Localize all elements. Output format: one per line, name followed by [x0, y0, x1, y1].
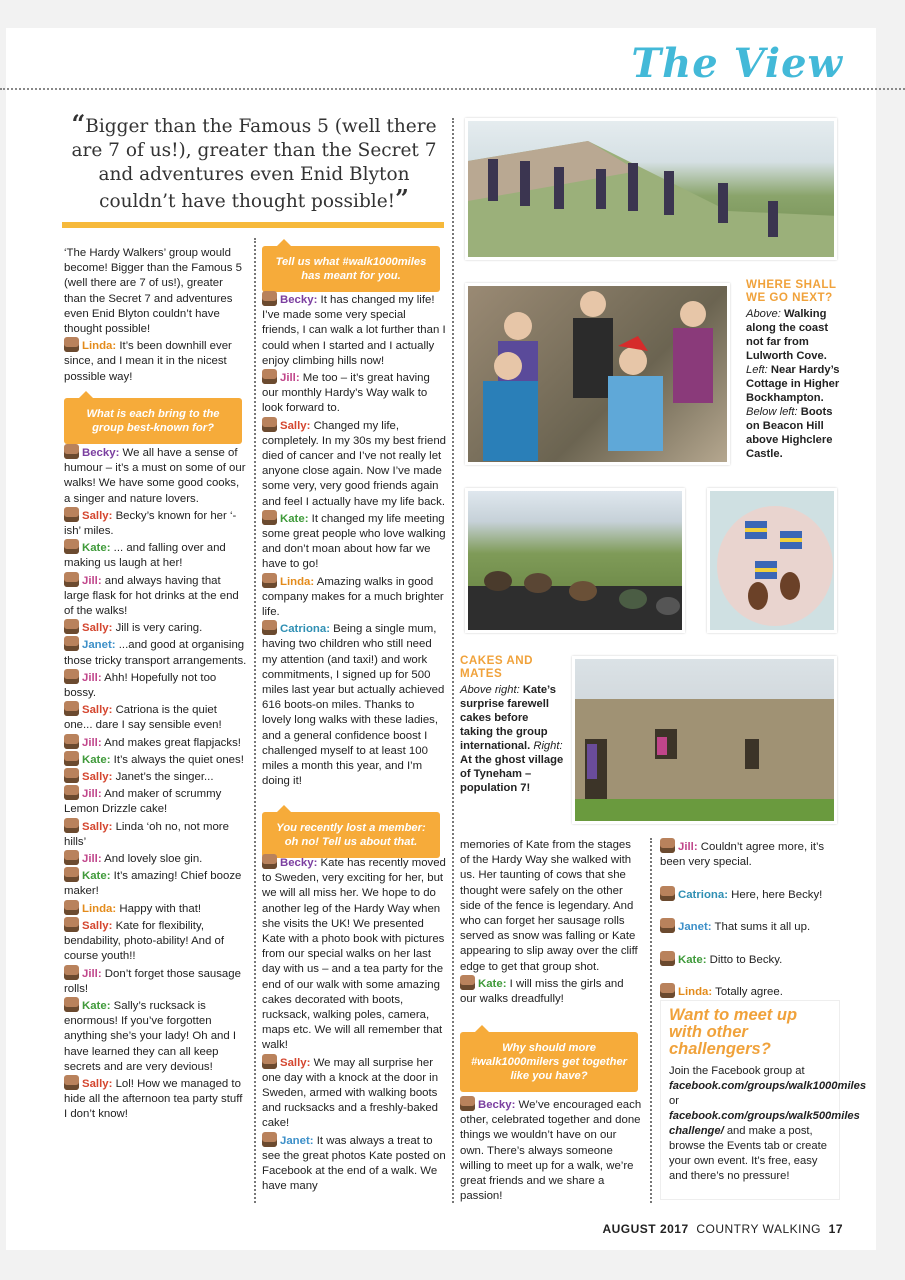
dialogue-text: Kate for flexibility, bendability, photo-ability! And of course youth!!	[64, 919, 224, 963]
avatar	[262, 417, 277, 432]
dialogue-line	[660, 983, 842, 1000]
dialogue-text: I will miss the girls and our walks dreadfully!	[460, 977, 624, 1006]
issue-date: AUGUST 2017	[602, 1222, 689, 1236]
speaker-name: Kate:	[82, 999, 111, 1012]
dialogue-line	[64, 734, 248, 751]
speaker-name: Sally:	[82, 509, 113, 522]
dialogue-line	[262, 854, 446, 1054]
dialogue-text: It’s amazing! Chief booze maker!	[64, 870, 242, 898]
speaker-name: Jill:	[280, 372, 300, 385]
dialogue-text: Jill is very caring.	[115, 622, 203, 635]
cta-intro: Join the Facebook group at	[669, 1065, 805, 1077]
dialogue-text: Totally agree.	[715, 986, 783, 999]
dialogue-line	[460, 1096, 642, 1204]
avatar	[64, 507, 79, 522]
cta-outro: and make a post, browse the Events tab or create your own event. It’s free, easy and there’s no pressure!	[669, 1125, 827, 1182]
column-3	[460, 838, 642, 1007]
speaker-name: Sally:	[280, 1056, 311, 1069]
avatar	[660, 838, 675, 853]
cakes-illustration	[710, 491, 837, 633]
call-to-action-box	[660, 1000, 867, 1200]
page-number: 17	[828, 1222, 843, 1236]
dialogue-line	[64, 701, 248, 733]
dialogue-text: Sally’s rucksack is enormous! If you’ve forgotten anything she’s your lady! Oh and I have learned they can all keep secrets and are very devious!	[64, 999, 237, 1073]
caption-label: Below left:	[746, 406, 798, 418]
avatar	[64, 444, 79, 459]
caption-heading: CAKES AND MATES	[460, 654, 533, 680]
dialogue-line	[262, 369, 446, 417]
pull-quote-text: Bigger than the Famous 5 (well there are 7 of us!), greater than the Secret 7 and adventures even Enid Blyton couldn’t have thought possible!	[71, 116, 437, 212]
caption-text: Near Hardy’s Cottage in Higher Bockhampton.	[746, 364, 840, 404]
speaker-name: Linda:	[82, 902, 117, 915]
dialogue-text: Happy with that!	[119, 902, 202, 915]
dialogue-line	[262, 417, 446, 510]
dialogue-text: Changed my life, completely. In my 30s my best friend died of cancer and I’ve not really let anyone close again. Now I’ve made some very, very good friends again and feel I actually have my life back.	[262, 419, 447, 508]
dialogue-text: It changed my life meeting some great people who love walking and don’t moan about how far we have to go!	[262, 512, 446, 571]
avatar	[64, 337, 79, 352]
speaker-name: Becky:	[82, 447, 120, 459]
speaker-name: Sally:	[82, 771, 113, 784]
dialogue-line	[64, 965, 248, 997]
avatar	[262, 369, 277, 384]
cta-text	[669, 1064, 867, 1184]
speaker-name: Jill:	[678, 841, 698, 853]
dialogue-line	[660, 918, 842, 935]
speaker-name: Kate:	[478, 977, 507, 990]
caption-cakes-and-mates	[460, 654, 564, 795]
dialogue-line	[262, 1132, 446, 1195]
dialogue-text: Being a single mum, having two children who still need my attention (and taxi!) and work commitments, I signed up for 500 miles last year but actually achieved 616 boots-on miles. Thanks to lovely long walks with these ladies, and a general confidence boost I challenged myself to at least 100 miles a month this year, and I’m doing it!	[262, 623, 445, 788]
dialogue-line	[64, 785, 248, 817]
dialogue-text: Kate has recently moved to Sweden, very exciting for her, but we will all miss her. We hope to do another leg of the Hardy Way when she visits the UK! We presented Kate with a photo book with pictures from our special walks on her last day with us – and a tea party for the end of our walk with some amazing cakes decorated with boots, rucksack, walking poles, camera, maps etc. We will all remember that walk!	[262, 857, 446, 1052]
dialogue-line	[262, 620, 446, 789]
question-banner: What is each bring to the group best-known for?	[64, 398, 242, 444]
dialogue-text: Linda ‘oh no, not more hills’	[64, 820, 229, 848]
avatar	[460, 1096, 475, 1111]
avatar	[64, 867, 79, 882]
dialogue-line	[262, 291, 446, 369]
dialogue-block	[64, 337, 248, 385]
avatar	[262, 1132, 277, 1147]
caption-where-next	[746, 278, 842, 461]
avatar	[262, 854, 277, 869]
dialogue-text: Ditto to Becky.	[709, 953, 783, 966]
speaker-name: Jill:	[82, 967, 102, 980]
photo-tyneham-village	[572, 656, 837, 824]
quote-rule	[62, 222, 444, 228]
avatar	[64, 965, 79, 980]
dialogue-line	[64, 619, 248, 636]
pull-quote	[62, 109, 446, 214]
avatar	[660, 918, 675, 933]
photo-beacon-hill-boots	[465, 488, 685, 633]
group-illustration	[468, 286, 730, 465]
dialogue-text: That sums it all up.	[714, 921, 811, 934]
caption-text: Boots on Beacon Hill above Highclere Castle.	[746, 406, 833, 460]
speaker-name: Jill:	[82, 788, 102, 801]
dialogue-text: It was always a treat to see the great photos Kate posted on Facebook at the end of a walk. We have many	[262, 1134, 446, 1193]
photo-hardys-cottage	[465, 283, 730, 465]
dialogue-text: ... and falling over and making us laugh at her!	[64, 542, 226, 570]
dialogue-text: It has changed my life! I’ve made some very special friends, I can walk a lot further than I could when I started and I actually enjoy climbing hills now!	[262, 294, 446, 367]
avatar	[262, 620, 277, 635]
ruins-illustration	[575, 659, 837, 824]
avatar	[262, 1054, 277, 1069]
dialogue-text: Becky’s known for her ‘-ish’ miles.	[64, 509, 237, 538]
caption-heading: WHERE SHALL WE GO NEXT?	[746, 278, 837, 304]
speaker-name: Janet:	[280, 1134, 314, 1147]
dialogue-line	[262, 510, 446, 573]
question-banner: Tell us what #walk1000miles has meant for you.	[262, 246, 440, 292]
caption-label: Above right:	[460, 684, 520, 696]
speaker-name: Sally:	[82, 820, 113, 833]
avatar	[64, 997, 79, 1012]
dialogue-text: Catriona is the quiet one... dare I say sensible even!	[64, 704, 222, 732]
dialogue-line	[64, 768, 248, 785]
header-rule	[0, 88, 905, 90]
speaker-name: Sally:	[82, 704, 113, 717]
speaker-name: Linda:	[82, 340, 117, 353]
intro-text: ‘The Hardy Walkers’ group would become! Bigger than the Famous 5 (well there are 7 of us!), greater than the Secret 7 and adventures even Enid Blyton couldn’t have thought possible!	[64, 247, 242, 336]
speaker-name: Becky:	[280, 857, 318, 869]
dialogue-text: We all have a sense of humour – it’s a must on some of our walks! We have some good cooks, a singer and nature lovers.	[64, 447, 246, 505]
photo-farewell-cakes	[707, 488, 837, 633]
magazine-name: COUNTRY WALKING	[696, 1222, 821, 1236]
avatar	[64, 785, 79, 800]
avatar	[64, 734, 79, 749]
dialogue-line	[660, 951, 842, 968]
speaker-name: Jill:	[82, 574, 102, 587]
avatar	[64, 1075, 79, 1090]
avatar	[64, 917, 79, 932]
caption-text: At the ghost village of Tyneham – population 7!	[460, 754, 564, 794]
dialogue-text: We’ve encouraged each other, celebrated together and done things we wouldn’t have on our own. There’s always someone willing to meet up for a walk, we’re great friends and we share a passion!	[460, 1099, 642, 1203]
dialogue-line	[660, 838, 842, 871]
avatar	[64, 539, 79, 554]
facebook-link[interactable]: facebook.com/groups/walk1000miles	[669, 1080, 867, 1092]
speaker-name: Catriona:	[678, 888, 728, 901]
body-text: memories of Kate from the stages of the Hardy Way she walked with us. Her taunting of cows that she thought were safely on the other side of the fence is legendary. And who can forget her sausage rolls served as snow was falling or Kate appearing to slip away over the cliff edge to get that group shot.	[460, 839, 638, 973]
dialogue-line	[64, 751, 248, 768]
speaker-name: Linda:	[280, 575, 315, 588]
speaker-name: Jill:	[82, 736, 102, 749]
page-footer	[602, 1222, 843, 1236]
facebook-link[interactable]: facebook.com/groups/walk500miles challenge/	[669, 1110, 860, 1137]
open-quote-mark: “	[71, 109, 86, 138]
dialogue-text: Ahh! Hopefully not too bossy.	[64, 671, 217, 700]
avatar	[64, 818, 79, 833]
dialogue-block	[262, 854, 446, 1194]
dialogue-line	[460, 975, 642, 1007]
avatar	[64, 768, 79, 783]
caption-text: Kate’s surprise farewell cakes before taking the group international.	[460, 684, 556, 752]
caption-text: Walking along the coast not far from Lulworth Cove.	[746, 308, 829, 362]
speaker-name: Linda:	[678, 986, 713, 999]
avatar	[660, 951, 675, 966]
dialogue-line	[64, 867, 248, 899]
photo-coast-walk	[465, 118, 837, 260]
caption-label: Above:	[746, 308, 781, 320]
speaker-name: Becky:	[478, 1099, 516, 1111]
speaker-name: Sally:	[82, 622, 113, 635]
dialogue-text: It’s been downhill ever since, and I mean it in the nicest possible way!	[64, 340, 232, 383]
dialogue-line	[64, 337, 248, 385]
avatar	[262, 573, 277, 588]
dialogue-text: Don’t forget those sausage rolls!	[64, 967, 241, 995]
avatar	[64, 572, 79, 587]
speaker-name: Janet:	[82, 639, 116, 652]
dialogue-text: Couldn’t agree more, it’s been very special.	[660, 841, 825, 869]
speaker-name: Sally:	[82, 919, 113, 932]
speaker-name: Kate:	[82, 870, 111, 883]
dialogue-block	[660, 838, 842, 1015]
avatar	[460, 975, 475, 990]
avatar	[660, 886, 675, 901]
dialogue-line	[64, 818, 248, 850]
avatar	[660, 983, 675, 998]
boots-illustration	[468, 491, 685, 633]
avatar	[64, 900, 79, 915]
dialogue-line	[64, 850, 248, 867]
column-divider	[452, 118, 454, 1203]
dialogue-text: ...and good at organising those tricky transport arrangements.	[64, 639, 247, 667]
caption-label: Left:	[746, 364, 768, 376]
speaker-name: Sally:	[82, 1077, 113, 1090]
speaker-name: Jill:	[82, 853, 102, 866]
dialogue-text: and always having that large flask for hot drinks at the end of the walks!	[64, 574, 239, 618]
dialogue-line	[64, 997, 248, 1075]
speaker-name: Jill:	[82, 671, 102, 684]
dialogue-text: Amazing walks in good company makes for a much brighter life.	[262, 575, 444, 619]
avatar	[262, 291, 277, 306]
dialogue-text: Janet’s the singer...	[115, 771, 214, 784]
column-divider	[254, 238, 256, 1203]
dialogue-line	[64, 539, 248, 571]
avatar	[64, 701, 79, 716]
dialogue-line	[64, 900, 248, 917]
question-banner: Why should more #walk1000milers get together like you have?	[460, 1032, 638, 1092]
avatar	[64, 636, 79, 651]
dialogue-line	[64, 669, 248, 701]
caption-body	[746, 307, 842, 461]
dialogue-text: Me too – it’s great having our monthly Hardy’s Way walk to look forward to.	[262, 372, 430, 415]
avatar	[64, 619, 79, 634]
avatar	[64, 751, 79, 766]
dialogue-line	[64, 1075, 248, 1123]
speaker-name: Kate:	[678, 953, 707, 966]
dialogue-line	[64, 572, 248, 620]
close-quote-mark: ”	[395, 184, 409, 213]
speaker-name: Janet:	[678, 921, 712, 934]
coast-walk-illustration	[468, 121, 837, 260]
dialogue-text: We may all surprise her one day with a knock at the door in Sweden, armed with walking boots and rucksacks and a freshly-baked cake!	[262, 1056, 439, 1130]
dialogue-text: And lovely sloe gin.	[104, 853, 203, 866]
dialogue-text: It’s always the quiet ones!	[113, 753, 244, 766]
dialogue-block	[262, 291, 446, 790]
speaker-name: Becky:	[280, 294, 318, 306]
speaker-name: Kate:	[280, 512, 309, 525]
caption-body	[460, 683, 564, 795]
caption-label: Right:	[533, 740, 563, 752]
speaker-name: Kate:	[82, 753, 111, 766]
dialogue-text: Lol! How we managed to hide all the afternoon tea party stuff I don’t know!	[64, 1077, 243, 1121]
dialogue-line	[262, 573, 446, 621]
speaker-name: Kate:	[82, 542, 111, 555]
cta-or: or	[669, 1095, 679, 1107]
dialogue-text: Here, here Becky!	[731, 888, 823, 901]
dialogue-block	[460, 1096, 642, 1204]
dialogue-line	[64, 444, 248, 507]
column-1	[64, 246, 248, 385]
speaker-name: Sally:	[280, 419, 311, 432]
speaker-name: Catriona:	[280, 623, 330, 636]
column-divider	[650, 838, 652, 1203]
avatar	[64, 669, 79, 684]
dialogue-line	[64, 917, 248, 965]
masthead: The View	[631, 40, 843, 87]
dialogue-line	[262, 1054, 446, 1132]
dialogue-line	[64, 507, 248, 539]
question-banner: You recently lost a member: oh no! Tell us about that.	[262, 812, 440, 858]
dialogue-line	[660, 886, 842, 903]
dialogue-line	[64, 636, 248, 668]
dialogue-text: And makes great flapjacks!	[104, 736, 241, 749]
dialogue-block	[64, 444, 248, 1123]
avatar	[262, 510, 277, 525]
dialogue-text: And maker of scrummy Lemon Drizzle cake!	[64, 788, 222, 816]
avatar	[64, 850, 79, 865]
cta-title: Want to meet up with other challengers?	[669, 1006, 798, 1058]
